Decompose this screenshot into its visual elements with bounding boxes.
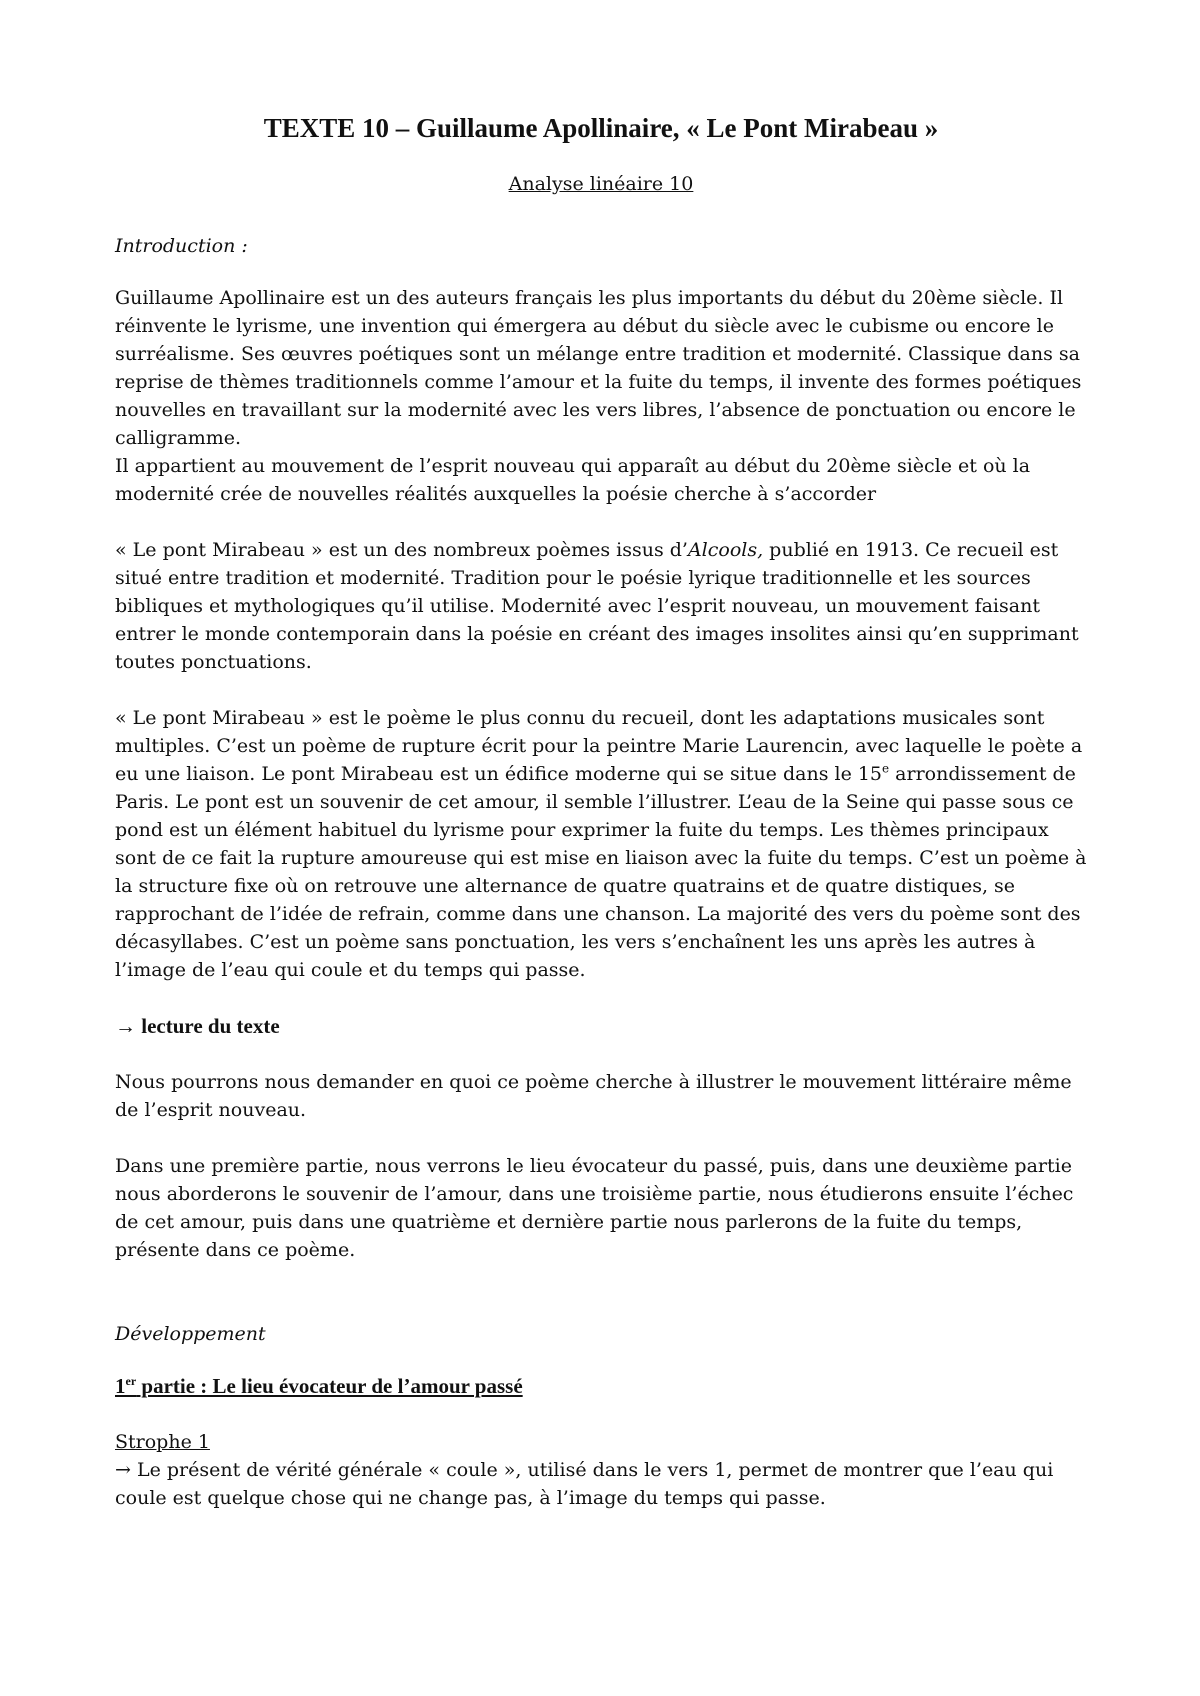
lecture-du-texte: → lecture du texte [115, 1014, 280, 1038]
spacer [115, 1292, 1087, 1320]
part-1-superscript: er [125, 1374, 137, 1388]
intro-paragraph-2: Il appartient au mouvement de l’esprit nouveau qui apparaît au début du 20ème siècle et où la modernité crée de nouvelles réalités auxquelles la poésie cherche à s’accorder [115, 455, 1031, 505]
document-subtitle: Analyse linéaire 10 [508, 173, 694, 195]
document-page [115, 110, 1087, 1540]
problematique-paragraph: Nous pourrons nous demander en quoi ce poème cherche à illustrer le mouvement littéraire même de l’esprit nouveau. [115, 1071, 1072, 1121]
developpement-label: Développement [115, 1323, 266, 1345]
part-1-title: partie : Le lieu évocateur de l’amour passé [136, 1374, 523, 1398]
poeme-superscript: e [882, 761, 890, 776]
intro-paragraph-1: Guillaume Apollinaire est un des auteurs français les plus importants du début du 20ème siècle. Il réinvente le lyrisme, une invention qui émergera au début du siècle avec le cubisme ou encore le surréalisme. Ses œuvres poétiques sont un mélange entre tradition et modernité. Classique dans sa reprise de thèmes traditionnels comme l’amour et la fuite du temps, il invente des formes poétiques nouvelles en travaillant sur la modernité avec les vers libres, l’absence de ponctuation ou encore le calligramme. [115, 287, 1082, 449]
strophe-1-text: → Le présent de vérité générale « coule », utilisé dans le vers 1, permet de montrer que l’eau qui coule est quelque chose qui ne change pas, à l’image du temps qui passe. [115, 1459, 1054, 1509]
poeme-text-end: arrondissement de Paris. Le pont est un souvenir de cet amour, il semble l’illustrer. L’eau de la Seine qui passe sous ce pond est un élément habituel du lyrisme pour exprimer la fuite du temps. Les thèmes principaux sont de ce fait la rupture amoureuse qui est mise en liaison avec la fuite du temps. C’est un poème à la structure fixe où on retrouve une alternance de quatre quatrains et de quatre distiques, se rapprochant de l’idée de refrain, comme dans une chanson. La majorité des vers du poème sont des décasyllabes. C’est un poème sans ponctuation, les vers s’enchaînent les uns après les autres à l’image de l’eau qui coule et du temps qui passe. [115, 763, 1087, 981]
part-1-number: 1 [115, 1374, 126, 1398]
poeme-paragraph [115, 704, 1087, 984]
part-1-heading [115, 1372, 1087, 1400]
poeme-text-start: « Le pont Mirabeau » est le poème le plus connu du recueil, dont les adaptations musicales sont multiples. C’est un poème de rupture écrit pour la peintre Marie Laurencin, avec laquelle le poète a eu une liaison. Le pont Mirabeau est un édifice moderne qui se situe dans le 15 [115, 707, 1083, 785]
recueil-title-alcools: Alcools, [687, 539, 764, 561]
introduction-label: Introduction : [115, 235, 248, 257]
recueil-text-start: « Le pont Mirabeau » est un des nombreux poèmes issus d’ [115, 539, 688, 561]
recueil-paragraph [115, 536, 1087, 676]
recueil-text-end: publié en 1913. Ce recueil est situé entre tradition et modernité. Tradition pour le poésie lyrique traditionnelle et les sources bibliques et mythologiques qu’il utilise. Modernité avec l’esprit nouveau, un mouvement faisant entrer le monde contemporain dans la poésie en créant des images insolites ainsi qu’en supprimant toutes ponctuations. [115, 539, 1079, 673]
strophe-1-heading: Strophe 1 [115, 1431, 210, 1453]
document-title: TEXTE 10 – Guillaume Apollinaire, « Le Pont Mirabeau » [263, 113, 939, 143]
plan-paragraph: Dans une première partie, nous verrons le lieu évocateur du passé, puis, dans une deuxième partie nous aborderons le souvenir de l’amour, dans une troisième partie, nous étudierons ensuite l’échec de cet amour, puis dans une quatrième et dernière partie nous parlerons de la fuite du temps, présente dans ce poème. [115, 1155, 1074, 1261]
